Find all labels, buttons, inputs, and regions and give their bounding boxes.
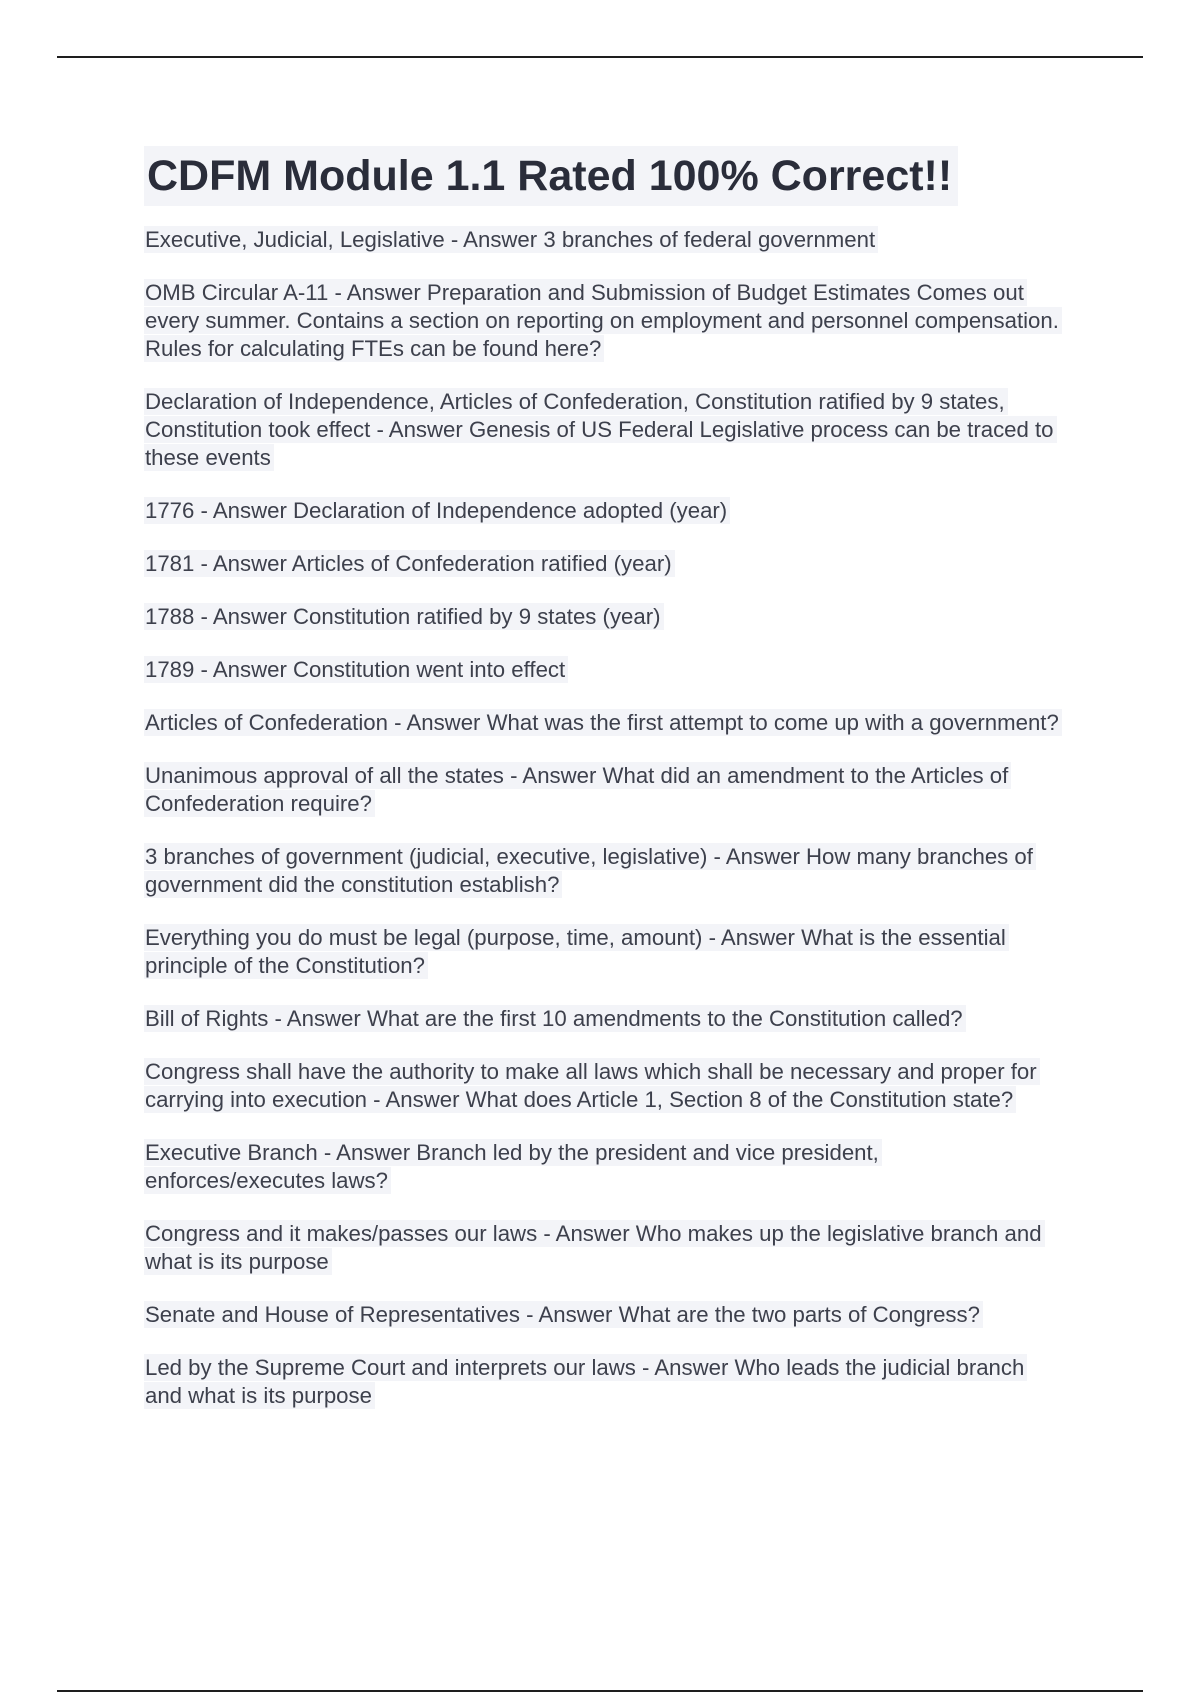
qa-text: OMB Circular A-11 - Answer Preparation and Submission of Budget Estimates Comes out every summer. Contains a section on reporting on employment and personnel compensation. Rules for calculating FTEs can be found here?	[144, 279, 1062, 362]
qa-text: Unanimous approval of all the states - Answer What did an amendment to the Articles of Confederation require?	[144, 762, 1011, 817]
qa-item	[144, 1005, 1064, 1033]
document-title: CDFM Module 1.1 Rated 100% Correct!!	[144, 146, 958, 206]
qa-list	[144, 226, 1064, 1410]
qa-item	[144, 226, 1064, 254]
qa-item	[144, 1139, 1064, 1195]
qa-item	[144, 1220, 1064, 1276]
qa-text: Congress shall have the authority to make all laws which shall be necessary and proper for carrying into execution - Answer What does Article 1, Section 8 of the Constitution state?	[144, 1058, 1040, 1113]
qa-text: Declaration of Independence, Articles of Confederation, Constitution ratified by 9 states, Constitution took effect - Answer Genesis of US Federal Legislative process can be traced to these events	[144, 388, 1057, 471]
top-rule	[57, 56, 1143, 58]
qa-item	[144, 1301, 1064, 1329]
qa-item	[144, 656, 1064, 684]
qa-item	[144, 388, 1064, 472]
qa-text: Led by the Supreme Court and interprets our laws - Answer Who leads the judicial branch and what is its purpose	[144, 1354, 1027, 1409]
qa-text: Senate and House of Representatives - Answer What are the two parts of Congress?	[144, 1301, 983, 1328]
bottom-rule	[57, 1690, 1143, 1692]
qa-text: 1781 - Answer Articles of Confederation ratified (year)	[144, 550, 675, 577]
qa-item	[144, 924, 1064, 980]
qa-text: Everything you do must be legal (purpose, time, amount) - Answer What is the essential principle of the Constitution?	[144, 924, 1009, 979]
qa-text: 1789 - Answer Constitution went into effect	[144, 656, 568, 683]
qa-item	[144, 843, 1064, 899]
qa-text: 1776 - Answer Declaration of Independence adopted (year)	[144, 497, 730, 524]
qa-item	[144, 1058, 1064, 1114]
qa-item	[144, 550, 1064, 578]
qa-text: Executive, Judicial, Legislative - Answer 3 branches of federal government	[144, 226, 878, 253]
qa-item	[144, 1354, 1064, 1410]
qa-item	[144, 709, 1064, 737]
qa-text: Congress and it makes/passes our laws - Answer Who makes up the legislative branch and what is its purpose	[144, 1220, 1045, 1275]
qa-item	[144, 497, 1064, 525]
qa-text: 3 branches of government (judicial, executive, legislative) - Answer How many branches of government did the constitution establish?	[144, 843, 1036, 898]
qa-item	[144, 279, 1064, 363]
qa-text: Bill of Rights - Answer What are the first 10 amendments to the Constitution called?	[144, 1005, 966, 1032]
qa-text: Executive Branch - Answer Branch led by the president and vice president, enforces/executes laws?	[144, 1139, 882, 1194]
qa-text: Articles of Confederation - Answer What was the first attempt to come up with a government?	[144, 709, 1062, 736]
qa-item	[144, 762, 1064, 818]
qa-text: 1788 - Answer Constitution ratified by 9 states (year)	[144, 603, 664, 630]
qa-item	[144, 603, 1064, 631]
document-body	[144, 146, 1064, 1435]
